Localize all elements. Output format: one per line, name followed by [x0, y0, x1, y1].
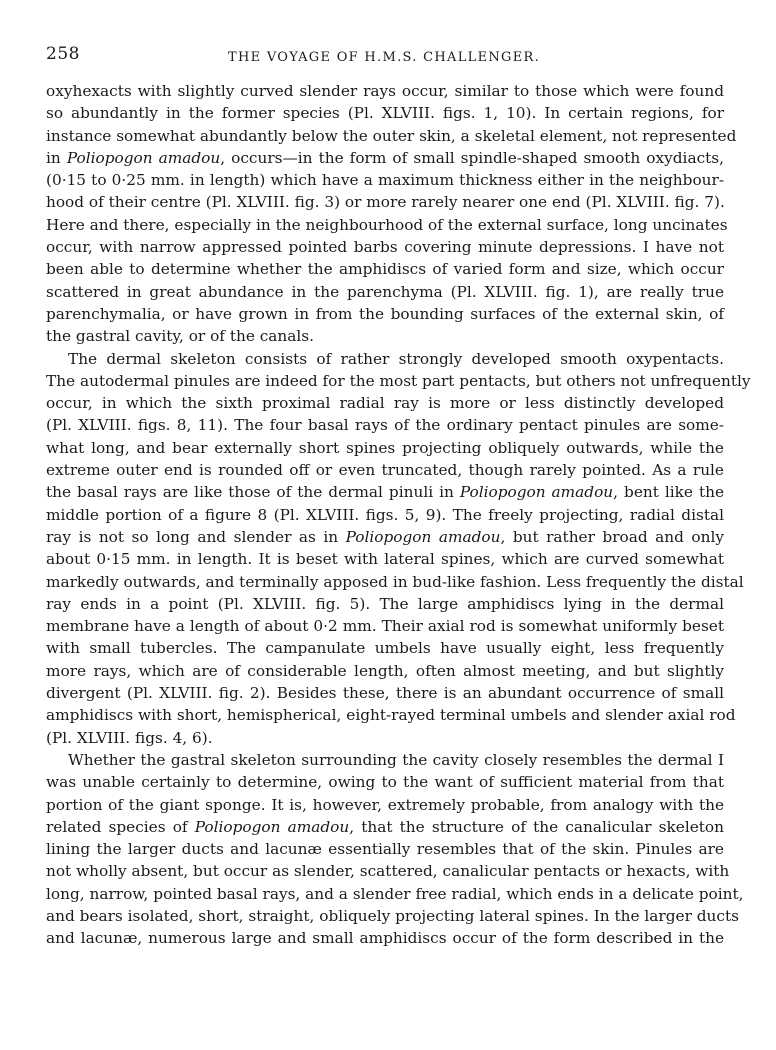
species-name: Poliopogon amadou — [194, 817, 350, 836]
page-number: 258 — [46, 44, 80, 64]
text-line: not wholly absent, but occur as slender, scattered, canalicular pentacts or hexacts, with — [46, 862, 730, 881]
text-line: (Pl. XLVIII. figs. 8, 11). The four basal rays of the ordinary pentact pinules are some- — [46, 416, 724, 435]
text-line: amphidiscs with short, hemispherical, eight-rayed terminal umbels and slender axial rod — [46, 706, 736, 725]
text-line: occur, in which the sixth proximal radial ray is more or less distinctly developed — [46, 394, 724, 413]
text-line: in Poliopogon amadou, occurs—in the form of small spindle-shaped smooth oxydiacts, — [46, 148, 724, 167]
paragraph — [46, 348, 751, 749]
paragraph — [46, 80, 737, 348]
text-line: scattered in great abundance in the parenchyma (Pl. XLVIII. fig. 1), are really true — [46, 282, 724, 301]
text-line: related species of Poliopogon amadou, that the structure of the canalicular skeleton — [46, 817, 724, 836]
text-line: markedly outwards, and terminally apposed in bud-like fashion. Less frequently the distal — [46, 572, 744, 591]
page-header — [46, 38, 724, 70]
text-line: about 0·15 mm. in length. It is beset with lateral spines, which are curved somewhat — [46, 550, 724, 569]
text-line: hood of their centre (Pl. XLVIII. fig. 3) or more rarely nearer one end (Pl. XLVIII. fig. 7). — [46, 193, 725, 212]
text-line: parenchymalia, or have grown in from the bounding surfaces of the external skin, of — [46, 304, 724, 323]
text-line: divergent (Pl. XLVIII. fig. 2). Besides these, there is an abundant occurrence of small — [46, 684, 724, 703]
species-name: Poliopogon amadou — [459, 483, 614, 502]
body-text — [46, 80, 751, 950]
paragraph — [46, 749, 744, 950]
text-line: extreme outer end is rounded off or even truncated, though rarely pointed. As a rule — [46, 461, 724, 480]
text-line: ray ends in a point (Pl. XLVIII. fig. 5). The large amphidiscs lying in the dermal — [46, 594, 724, 613]
text-line: (0·15 to 0·25 mm. in length) which have a maximum thickness either in the neighbour- — [46, 171, 724, 190]
text-line: middle portion of a figure 8 (Pl. XLVIII. figs. 5, 9). The freely projecting, radial distal — [46, 505, 724, 524]
text-line: oxyhexacts with slightly curved slender rays occur, similar to those which were found — [46, 82, 724, 100]
text-line: Here and there, especially in the neighbourhood of the external surface, long uncinates — [46, 215, 728, 234]
running-head: THE VOYAGE OF H.M.S. CHALLENGER. — [228, 50, 541, 65]
text-line: Whether the gastral skeleton surrounding the cavity closely resembles the dermal I — [68, 750, 724, 769]
text-line: portion of the giant sponge. It is, however, extremely probable, from analogy with the — [46, 795, 724, 814]
text-line: with small tubercles. The campanulate umbels have usually eight, less frequently — [46, 639, 724, 658]
text-line: lining the larger ducts and lacunæ essentially resembles that of the skin. Pinules are — [46, 840, 724, 859]
text-line: and lacunæ, numerous large and small amphidiscs occur of the form described in the — [46, 929, 724, 948]
text-line: so abundantly in the former species (Pl. XLVIII. figs. 1, 10). In certain regions, for — [46, 104, 724, 123]
page — [46, 38, 751, 950]
text-line: was unable certainly to determine, owing to the want of sufficient material from that — [46, 773, 724, 792]
text-line: the basal rays are like those of the dermal pinuli in Poliopogon amadou, bent like the — [46, 483, 724, 502]
text-line: The autodermal pinules are indeed for the most part pentacts, but others not unfrequently — [46, 371, 751, 390]
text-line: more rays, which are of considerable length, often almost meeting, and but slightly — [46, 661, 724, 680]
text-line: the gastral cavity, or of the canals. — [46, 327, 315, 346]
text-line: (Pl. XLVIII. figs. 4, 6). — [46, 728, 213, 747]
text-line: and bears isolated, short, straight, obliquely projecting lateral spines. In the larger ducts — [46, 906, 739, 925]
text-line: what long, and bear externally short spines projecting obliquely outwards, while the — [46, 438, 724, 457]
text-line: membrane have a length of about 0·2 mm. Their axial rod is somewhat uniformly beset — [46, 617, 724, 636]
text-line: ray is not so long and slender as in Poliopogon amadou, but rather broad and only — [46, 527, 725, 546]
text-line: The dermal skeleton consists of rather strongly developed smooth oxypentacts. — [68, 349, 724, 368]
text-line: occur, with narrow appressed pointed barbs covering minute depressions. I have not — [46, 238, 724, 257]
text-line: been able to determine whether the amphidiscs of varied form and size, which occur — [46, 260, 724, 279]
text-line: long, narrow, pointed basal rays, and a slender free radial, which ends in a delicate point, — [46, 884, 744, 903]
species-name: Poliopogon amadou — [345, 527, 501, 546]
species-name: Poliopogon amadou — [66, 148, 221, 167]
text-line: instance somewhat abundantly below the outer skin, a skeletal element, not represented — [46, 126, 737, 145]
